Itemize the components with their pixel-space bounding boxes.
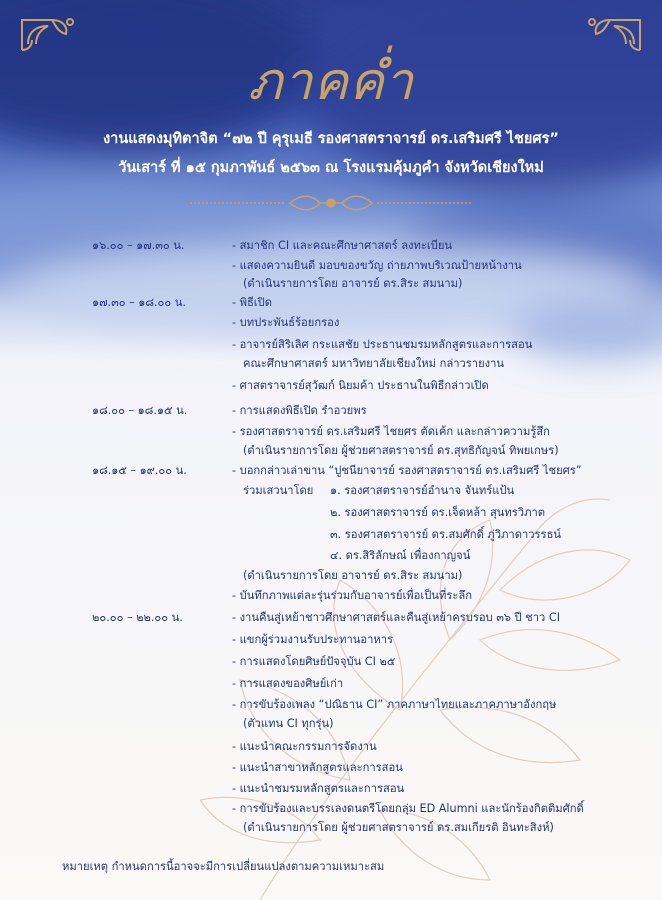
schedule-line: - การขับร้องเพลง “ปณิธาน CI” ภาคภาษาไทยและภาคภาษาอังกฤษ bbox=[232, 698, 557, 711]
schedule-line: - รองศาสตราจารย์ ดร.เสริมศรี ไชยศร ตัดเค้ก และกล่าวความรู้สึก bbox=[232, 425, 550, 438]
schedule-line: (ดำเนินรายการโดย อาจารย์ ดร.สิระ สมนาม) bbox=[243, 569, 463, 582]
schedule-line: - แนะนำสาขาหลักสูตรและการสอน bbox=[232, 761, 403, 774]
schedule-line: - อาจารย์สิริเลิศ กระแสชัย ประธานชมรมหลักสูตรและการสอน bbox=[232, 338, 533, 351]
schedule-line: - การแสดงของศิษย์เก่า bbox=[232, 677, 344, 690]
schedule-line: - บอกกล่าวเล่าขาน “ปูชนียาจารย์ รองศาสตราจารย์ ดร.เสริมศรี ไชยศร” bbox=[232, 464, 582, 477]
schedule-line: ๑. รองศาสตราจารย์อำนาจ จันทร์แป้น bbox=[330, 484, 515, 497]
time-slot: ๑๘.๑๕ – ๑๙.๐๐ น. bbox=[92, 464, 187, 477]
schedule-line: ๓. รองศาสตราจารย์ ดร.สมศักดิ์ ภู่วิภาดาวรรธน์ bbox=[330, 528, 562, 541]
schedule-line: (ดำเนินรายการโดย ผู้ช่วยศาสตราจารย์ ดร.สุทธิกัญจน์ ทิพยเกษร) bbox=[243, 444, 559, 457]
schedule-line: - แนะนำคณะกรรมการจัดงาน bbox=[232, 740, 377, 753]
schedule-line: ร่วมเสวนาโดย bbox=[243, 484, 314, 497]
time-slot: ๑๖.๐๐ – ๑๗.๓๐ น. bbox=[92, 239, 185, 252]
schedule-line: (ดำเนินรายการโดย อาจารย์ ดร.สิระ สมนาม) bbox=[243, 277, 463, 290]
schedule-line: ๔. ดร.สิริลักษณ์ เพื่องกาญจน์ bbox=[330, 549, 471, 562]
schedule-line: - การแสดงโดยศิษย์ปัจจุบัน CI ๒๕ bbox=[232, 655, 396, 668]
ornamental-divider-icon bbox=[190, 192, 472, 214]
schedule-line: - การแสดงพิธีเปิด รำอวยพร bbox=[232, 404, 367, 417]
page-title: ภาคค่ำ bbox=[247, 52, 415, 112]
event-date-venue: วันเสาร์ ที่ ๑๕ กุมภาพันธ์ ๒๕๖๓ ณ โรงแรมคุ้มภูคำ จังหวัดเชียงใหม่ bbox=[118, 160, 544, 176]
time-slot: ๒๐.๐๐ – ๒๒.๐๐ น. bbox=[92, 611, 183, 624]
time-slot: ๑๗.๓๐ – ๑๘.๐๐ น. bbox=[92, 296, 186, 309]
schedule-line: - ศาสตราจารย์สุวัฒก์ นิยมค้า ประธานในพิธีกล่าวเปิด bbox=[232, 379, 489, 392]
schedule-line: ๒. รองศาสตราจารย์ ดร.เจ็ดหล้า สุนทรวิภาต bbox=[330, 506, 546, 519]
schedule-line: - พิธีเปิด bbox=[232, 296, 272, 309]
event-subtitle: งานแสดงมุทิตาจิต “๗๒ ปี คุรุเมธี รองศาสตราจารย์ ดร.เสริมศรี ไชยศร” bbox=[103, 131, 559, 147]
schedule-line: - แสดงความยินดี มอบของขวัญ ถ่ายภาพบริเวณป้ายหน้างาน bbox=[232, 259, 522, 272]
schedule-line: - การขับร้องและบรรเลงดนตรีโดยกลุ่ม ED Alumni และนักร้องกิตติมศักดิ์ bbox=[232, 802, 584, 815]
schedule-line: - งานคืนสู่เหย้าชาวศึกษาศาสตร์และคืนสู่เหย้าครบรอบ ๓๖ ปี ชาว CI bbox=[232, 611, 560, 624]
schedule-line: - สมาชิก CI และคณะศึกษาศาสตร์ ลงทะเบียน bbox=[232, 239, 453, 252]
schedule-line: - บันทึกภาพแต่ละรุ่นร่วมกับอาจารย์เพื่อเป็นที่ระลึก bbox=[232, 589, 472, 602]
time-slot: ๑๘.๐๐ – ๑๘.๑๕ น. bbox=[92, 404, 188, 417]
schedule-line: คณะศึกษาศาสตร์ มหาวิทยาลัยเชียงใหม่ กล่าวรายงาน bbox=[243, 357, 505, 370]
schedule-line: - แนะนำชมรมหลักสูตรและการสอน bbox=[232, 782, 405, 795]
schedule-line: (ตัวแทน CI ทุกรุ่น) bbox=[243, 717, 334, 730]
schedule-line: - แขกผู้ร่วมงานรับประทานอาหาร bbox=[232, 633, 394, 646]
footer-note: หมายเหตุ กำหนดการนี้อาจจะมีการเปลี่ยนแปลงตามความเหมาะสม bbox=[62, 860, 385, 873]
schedule-line: - บทประพันธ์ร้อยกรอง bbox=[232, 316, 340, 329]
schedule-line: (ดำเนินรายการโดย ผู้ช่วยศาสตราจารย์ ดร.สมเกียรติ อินทะสิงห์) bbox=[243, 821, 554, 834]
